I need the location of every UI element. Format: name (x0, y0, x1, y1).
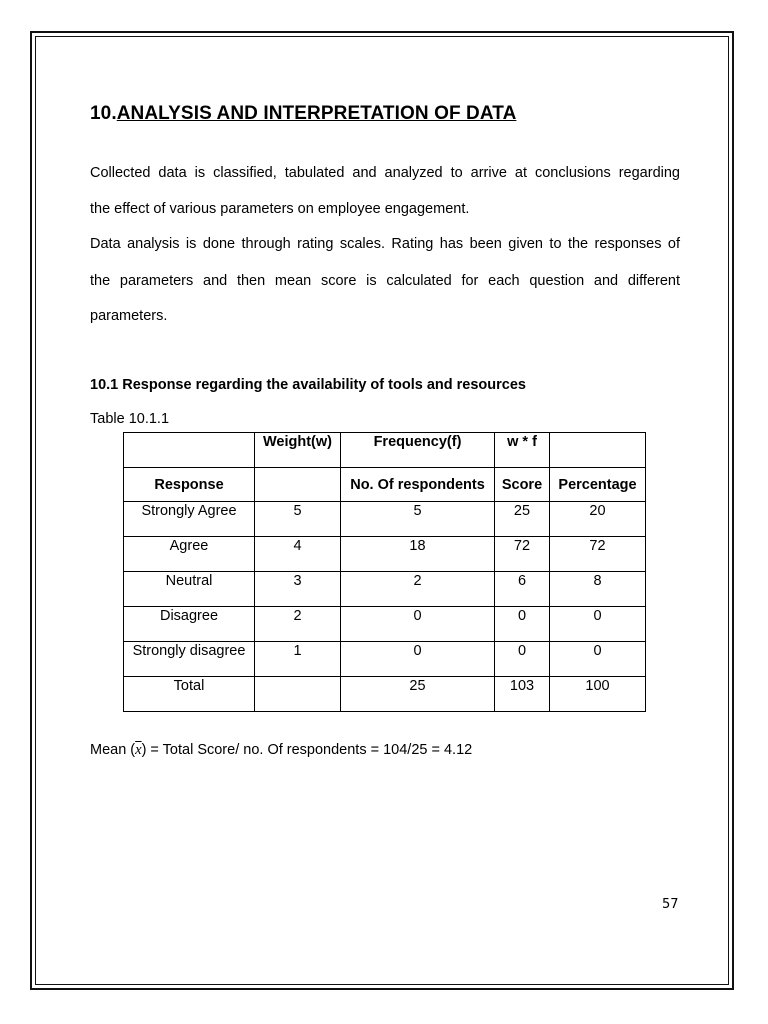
table-cell: Neutral (124, 572, 255, 607)
table-cell: 0 (341, 607, 495, 642)
header-cell: No. Of respondents (341, 468, 495, 502)
table-cell: 5 (341, 502, 495, 537)
heading-title: ANALYSIS AND INTERPRETATION OF DATA (116, 103, 517, 124)
table-row (124, 537, 646, 572)
mean-symbol: $\overline{x}$ (135, 742, 142, 758)
table-cell: 6 (495, 572, 550, 607)
table-cell: 20 (550, 502, 646, 537)
header-cell: Response (124, 468, 255, 502)
table-cell: 25 (341, 677, 495, 712)
table-row (124, 607, 646, 642)
table-cell (255, 677, 341, 712)
table-cell: 2 (341, 572, 495, 607)
paragraph-line-1: Collected data is classified, tabulated and analyzed to arrive at conclusions regarding (90, 165, 680, 181)
table-cell: 0 (495, 642, 550, 677)
table-cell: 0 (495, 607, 550, 642)
table-cell: 103 (495, 677, 550, 712)
table-cell: Strongly Agree (124, 502, 255, 537)
section-heading: 10.1 Response regarding the availability of tools and resources (90, 377, 526, 393)
header-cell: Score (495, 468, 550, 502)
table-cell: Agree (124, 537, 255, 572)
header-cell: Percentage (550, 468, 646, 502)
table-cell: 100 (550, 677, 646, 712)
table-cell: 0 (550, 642, 646, 677)
heading-number: 10. (90, 103, 117, 124)
table-cell: 2 (255, 607, 341, 642)
table-header-row (124, 468, 646, 502)
page-heading (90, 103, 516, 125)
table-cell: Total (124, 677, 255, 712)
table-cell: Disagree (124, 607, 255, 642)
table-cell: 3 (255, 572, 341, 607)
header-cell (550, 433, 646, 468)
table-cell: 0 (341, 642, 495, 677)
table-cell: 72 (495, 537, 550, 572)
table-cell: Strongly disagree (124, 642, 255, 677)
paragraph-line-3: Data analysis is done through rating scales. Rating has been given to the responses of (90, 236, 680, 252)
page-number: 57 (662, 897, 679, 912)
mean-suffix: ) = Total Score/ no. Of respondents = 104/25 = 4.12 (141, 742, 473, 758)
header-cell: w * f (495, 433, 550, 468)
table-cell: 72 (550, 537, 646, 572)
table-header-row (124, 433, 646, 468)
mean-formula (90, 742, 472, 759)
table-row (124, 642, 646, 677)
header-cell (124, 433, 255, 468)
table-row (124, 572, 646, 607)
table-cell: 0 (550, 607, 646, 642)
table-row (124, 502, 646, 537)
table-cell: 25 (495, 502, 550, 537)
table-cell: 5 (255, 502, 341, 537)
mean-prefix: Mean ( (90, 742, 136, 758)
table-cell: 8 (550, 572, 646, 607)
header-cell (255, 468, 341, 502)
table-cell: 1 (255, 642, 341, 677)
paragraph-line-4: the parameters and then mean score is calculated for each question and different (90, 273, 680, 289)
table-cell: 18 (341, 537, 495, 572)
table-caption: Table 10.1.1 (90, 411, 170, 427)
paragraph-line-2: the effect of various parameters on employee engagement. (90, 201, 470, 217)
response-table (123, 432, 646, 712)
header-cell: Weight(w) (255, 433, 341, 468)
paragraph-line-5: parameters. (90, 308, 168, 324)
table-row-total (124, 677, 646, 712)
header-cell: Frequency(f) (341, 433, 495, 468)
table-cell: 4 (255, 537, 341, 572)
